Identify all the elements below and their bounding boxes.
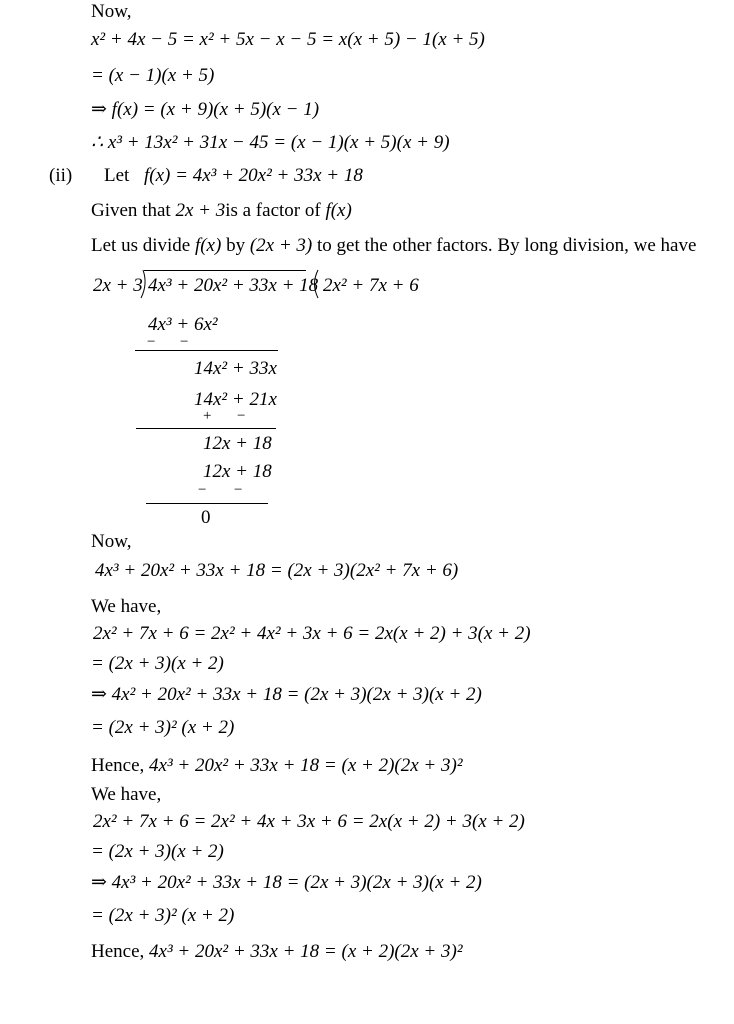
given-factor: 2x + 3	[175, 200, 226, 221]
hence-line-2	[91, 942, 463, 961]
divide-text-1: Let us divide	[91, 235, 191, 256]
quotient-bracket	[309, 268, 321, 302]
division-step-1: 4x³ + 6x²	[148, 314, 218, 335]
we-have-label-1: We have,	[91, 596, 162, 617]
division-step-3: 12x + 18	[203, 461, 272, 482]
given-function: f(x)	[325, 200, 352, 221]
equation-i-1: x² + 4x − 5 = x² + 5x − x − 5 = x(x + 5) − 1(x + 5)	[91, 29, 485, 50]
equation-b-4: = (2x + 3)² (x + 2)	[91, 905, 235, 926]
given-text: Given that	[91, 200, 171, 221]
step-2-sign-a: +	[203, 408, 212, 424]
equation-i-2: = (x − 1)(x + 5)	[91, 65, 215, 86]
division-rule-3	[146, 503, 268, 504]
now-label-2: Now,	[91, 531, 132, 552]
equation-i-4: ∴ x³ + 13x² + 31x − 45 = (x − 1)(x + 5)(x + 9)	[91, 132, 450, 153]
step-1-sign-b: −	[180, 334, 189, 350]
given-tail: is a factor of	[225, 200, 321, 221]
divide-line	[91, 236, 696, 255]
equation-b-2: = (2x + 3)(x + 2)	[91, 841, 224, 862]
hence-expression-1: 4x³ + 20x² + 33x + 18 = (x + 2)(2x + 3)²	[149, 755, 463, 776]
divide-text-3: to get the other factors. By long division, we have	[317, 235, 697, 256]
let-expression: f(x) = 4x³ + 20x² + 33x + 18	[144, 165, 363, 186]
division-rule-1	[135, 350, 278, 351]
divide-text-2: by	[226, 235, 246, 256]
hence-label-1: Hence,	[91, 755, 145, 776]
equation-a-4: = (2x + 3)² (x + 2)	[91, 717, 235, 738]
equation-a-3: ⇒ 4x² + 20x² + 33x + 18 = (2x + 3)(2x + 3)(x + 2)	[91, 684, 482, 705]
part-ii-label: (ii)	[49, 165, 73, 186]
we-have-label-2: We have,	[91, 784, 162, 805]
division-step-2: 14x² + 21x	[194, 389, 277, 410]
now-label-1: Now,	[91, 1, 132, 22]
equation-a-1: 2x² + 7x + 6 = 2x² + 4x² + 3x + 6 = 2x(x + 2) + 3(x + 2)	[93, 623, 531, 644]
factored-expression: 4x³ + 20x² + 33x + 18 = (2x + 3)(2x² + 7x + 6)	[95, 560, 459, 581]
step-3-sign-a: −	[198, 482, 207, 498]
divide-divisor: (2x + 3)	[249, 235, 313, 256]
division-remainder-1: 14x² + 33x	[194, 358, 277, 379]
equation-b-3: ⇒ 4x³ + 20x² + 33x + 18 = (2x + 3)(2x + 3)(x + 2)	[91, 872, 482, 893]
division-divisor: 2x + 3	[93, 275, 143, 296]
equation-b-1: 2x² + 7x + 6 = 2x² + 4x + 3x + 6 = 2x(x + 2) + 3(x + 2)	[93, 811, 525, 832]
hence-expression-2: 4x³ + 20x² + 33x + 18 = (x + 2)(2x + 3)²	[149, 941, 463, 962]
equation-a-2: = (2x + 3)(x + 2)	[91, 653, 224, 674]
step-3-sign-b: −	[234, 482, 243, 498]
division-final-remainder: 0	[201, 507, 211, 528]
hence-label-2: Hence,	[91, 941, 145, 962]
step-1-sign-a: −	[147, 334, 156, 350]
let-text: Let	[104, 165, 130, 186]
division-bar	[144, 270, 306, 271]
division-remainder-2: 12x + 18	[203, 433, 272, 454]
hence-line-1	[91, 756, 463, 775]
division-quotient: 2x² + 7x + 6	[323, 275, 419, 296]
divide-function: f(x)	[194, 235, 222, 256]
step-2-sign-b: −	[237, 408, 246, 424]
given-line	[91, 201, 352, 220]
division-dividend: 4x³ + 20x² + 33x + 18	[148, 275, 319, 296]
division-rule-2	[136, 428, 276, 429]
equation-i-3: ⇒ f(x) = (x + 9)(x + 5)(x − 1)	[91, 99, 320, 120]
